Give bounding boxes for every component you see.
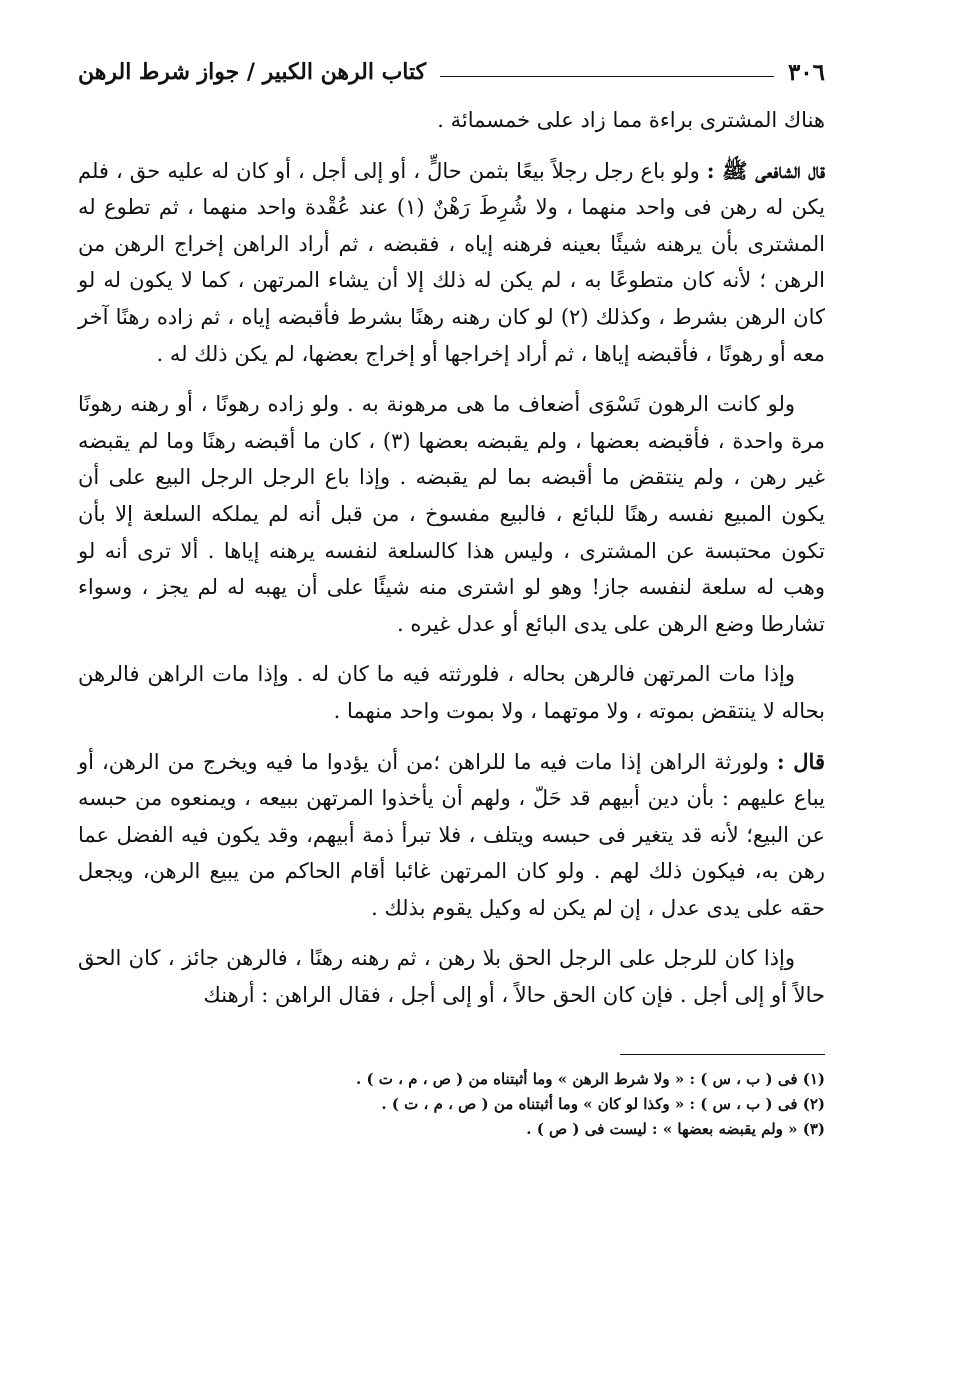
paragraph [78,102,825,139]
footnotes [78,1067,825,1142]
paragraph-text: ولو كانت الرهون تَسْوَى أضعاف ما هى مرهونة به . ولو زاده رهونًا ، أو رهنه رهونًا مرة واحدة ، فأقبضه بعضها ، ولم يقبضه بعضها (٣) ، كان ما أقبضه رهنًا وما لم يقبضه غير رهن ، ولم ينتقض ما أقبضه بما لم يقبضه . وإذا باع الرجل الرجل البيع على أن يكون المبيع نفسه رهنًا للبائع ، فالبيع مفسوخ ، من قبل أنه لم يملكه السلعة إلا بأن تكون محتبسة عن المشترى ، وليس هذا كالسلعة لنفسه يرهنه إياها . ألا ترى أنه لو وهب له سلعة لنفسه جاز! وهو لو اشترى منه شيئًا على أن يهبه له لم يجز ، وسواء تشارطا وضع الرهن على يدى البائع أو عدل غيره . [78,392,826,636]
footnote: (٣) « ولم يقبضه بعضها » : ليست فى ( ص ) . [526,1119,825,1138]
running-header [78,52,825,92]
header-rule [440,76,774,77]
paragraph-lead: قال الشافعى ﷺ : [706,157,825,183]
paragraph-text: وإذا مات المرتهن فالرهن بحاله ، فلورثته فيه ما كان له . وإذا مات الراهن فالرهن بحاله لا ينتقض بموته ، ولا موتهما ، ولا بموت واحد منهما . [78,662,825,723]
main-text [78,102,825,1014]
footnote: (٢) فى ( ب ، س ) : « وكذا لو كان » وما أثبتناه من ( ص ، م ، ت ) . [381,1094,825,1113]
paragraph [78,153,825,373]
footnote: (١) فى ( ب ، س ) : « ولا شرط الرهن » وما أثبتناه من ( ص ، م ، ت ) . [356,1069,825,1088]
paragraph-text: ولو باع رجل رجلاً بيعًا بثمن حالٍّ ، أو إلى أجل ، أو كان له عليه حق ، فلم يكن له رهن فى واحد منهما ، ولا شُرِطَ رَهْنٌ (١) عند عُقْدة واحد منهما ، ثم تطوع له المشترى بأن يرهنه شيئًا بعينه فرهنه إياه ، فقبضه ، ثم أراد الراهن إخراج الرهن من الرهن ؛ لأنه كان متطوعًا به ، لم يكن له ذلك إلا أن يشاء المرتهن ، كما لا يكون له لو كان الرهن بشرط ، وكذلك (٢) لو كان رهنه رهنًا بشرط فأقبضه إياه ، ثم زاده رهنًا آخر معه أو رهونًا ، فأقبضه إياها ، ثم أراد إخراجها أو إخراج بعضها، لم يكن ذلك له . [78,158,826,366]
paragraph [78,386,825,642]
paragraph [78,940,825,1013]
paragraph-text: وإذا كان للرجل على الرجل الحق بلا رهن ، ثم رهنه رهنًا ، فالرهن جائز ، كان الحق حالاً أو إلى أجل . فإن كان الحق حالاً ، أو إلى أجل ، فقال الراهن : أرهنك [78,946,825,1008]
paragraph-lead: قال : [776,748,825,774]
paragraph [78,744,825,927]
paragraph-text: ولورثة الراهن إذا مات فيه ما للراهن ؛من أن يؤدوا ما فيه ويخرج من الرهن، أو يباع عليهم : بأن دين أبيهم قد حَلّ ، ولهم أن يأخذوا المرتهن ببيعه ، ويمنعوه من حبسه عن البيع؛ لأنه قد يتغير فى حبسه ويتلف ، فلا تبرأ ذمة أبيهم، وقد يكون فيه الفضل عما رهن به، فيكون ذلك لهم . ولو كان المرتهن غائبا أقام الحاكم من يبيع الرهن، ويجعل حقه على يدى عدل ، إن لم يكن له وكيل يقوم بذلك . [78,749,825,920]
paragraph-text: هناك المشترى براءة مما زاد على خمسمائة . [437,108,825,132]
paragraph [78,656,825,729]
running-title: كتاب الرهن الكبير / جواز شرط الرهن [78,59,427,85]
page-number: ٣٠٦ [787,58,825,86]
footnote-rule [620,1054,825,1055]
